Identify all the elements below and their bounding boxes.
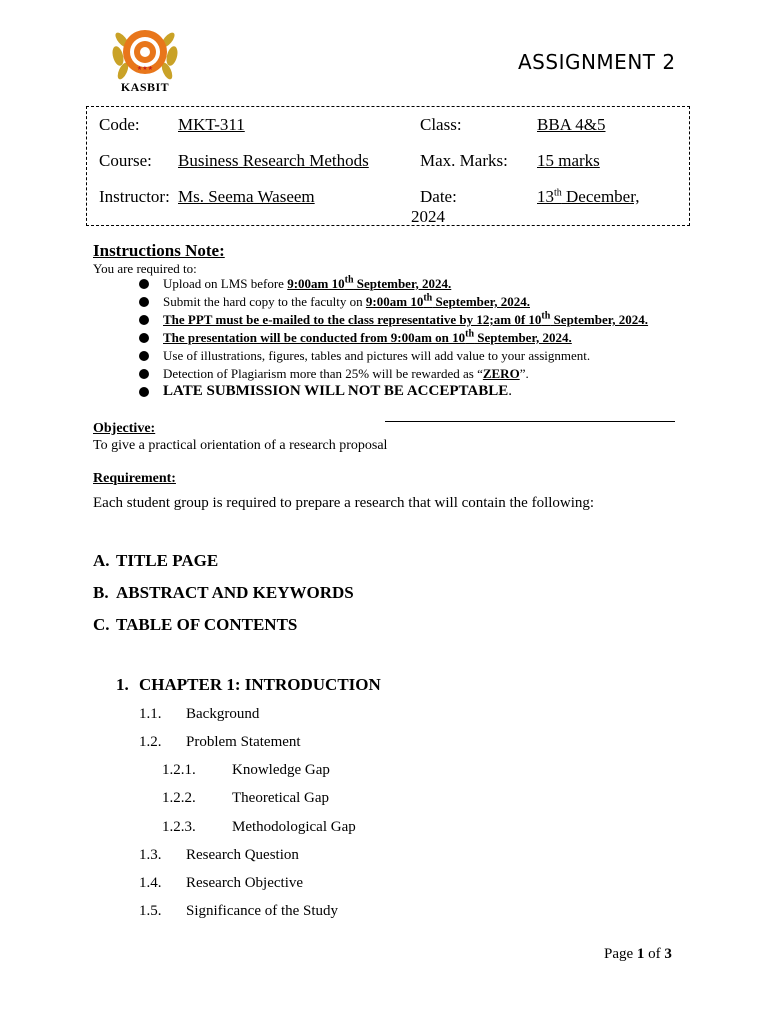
outline-item: 1.2.3. Methodological Gap — [162, 819, 356, 835]
instructions-intro: You are required to: — [93, 261, 197, 276]
objective-text: To give a practical orientation of a research proposal — [93, 438, 388, 453]
bullet-icon — [139, 351, 149, 361]
marks-value: 15 marks — [537, 151, 600, 170]
logo-text: KASBIT — [120, 80, 170, 94]
bullet-icon — [139, 369, 149, 379]
bullet-icon — [139, 297, 149, 307]
outline-item: 1.2.1. Knowledge Gap — [162, 762, 330, 778]
svg-text:★★★: ★★★ — [136, 66, 154, 72]
date-value: 13th December, — [537, 187, 640, 206]
requirement-text: Each student group is required to prepare a research that will contain the following: — [93, 495, 595, 511]
instructor-label: Instructor: — [99, 187, 170, 206]
marks-label: Max. Marks: — [420, 151, 508, 170]
list-item: Upload on LMS before 9:00am 10th September, 2024. — [137, 276, 675, 291]
divider — [385, 421, 675, 422]
instructions-heading: Instructions Note: — [93, 241, 225, 260]
section-abstract: B. ABSTRACT AND KEYWORDS — [93, 583, 354, 602]
course-label: Course: — [99, 151, 152, 170]
list-item: The presentation will be conducted from 9:00am on 10th September, 2024. — [137, 330, 675, 345]
code-label: Code: — [99, 115, 140, 134]
assignment-title: ASSIGNMENT 2 — [518, 50, 676, 74]
bullet-icon — [139, 387, 149, 397]
date-year: 2024 — [411, 207, 445, 226]
list-item: Use of illustrations, figures, tables and pictures will add value to your assignment. — [137, 348, 675, 363]
outline-item: 1.2.2. Theoretical Gap — [162, 790, 330, 806]
instructions-list — [137, 276, 675, 402]
code-value: MKT-311 — [178, 115, 245, 134]
course-info-box — [86, 106, 690, 226]
page-number: Page 1 of 3 — [604, 946, 672, 962]
outline-item: 1.3. Research Question — [139, 847, 299, 863]
outline-item: 1.1. Background — [139, 706, 260, 722]
list-item: The PPT must be e-mailed to the class representative by 12;am 0f 10th September, 2024. — [137, 312, 675, 327]
list-item: LATE SUBMISSION WILL NOT BE ACCEPTABLE. — [137, 384, 675, 399]
bullet-icon — [139, 315, 149, 325]
list-item: Submit the hard copy to the faculty on 9:00am 10th September, 2024. — [137, 294, 675, 309]
chapter-heading: 1. CHAPTER 1: INTRODUCTION — [116, 675, 381, 694]
list-item: Detection of Plagiarism more than 25% will be rewarded as “ZERO”. — [137, 366, 675, 381]
class-value: BBA 4&5 — [537, 115, 606, 134]
course-value: Business Research Methods — [178, 151, 369, 170]
objective-heading: Objective: — [93, 421, 156, 436]
bullet-icon — [139, 333, 149, 343]
outline-item: 1.2. Problem Statement — [139, 734, 301, 750]
section-title-page: A. TITLE PAGE — [93, 551, 219, 570]
instructor-value: Ms. Seema Waseem — [178, 187, 315, 206]
date-label: Date: — [420, 187, 457, 206]
section-toc: C. TABLE OF CONTENTS — [93, 615, 298, 634]
class-label: Class: — [420, 115, 462, 134]
outline-item: 1.5. Significance of the Study — [139, 903, 339, 919]
bullet-icon — [139, 279, 149, 289]
outline-item: 1.4. Research Objective — [139, 875, 304, 891]
requirement-heading: Requirement: — [93, 471, 176, 486]
